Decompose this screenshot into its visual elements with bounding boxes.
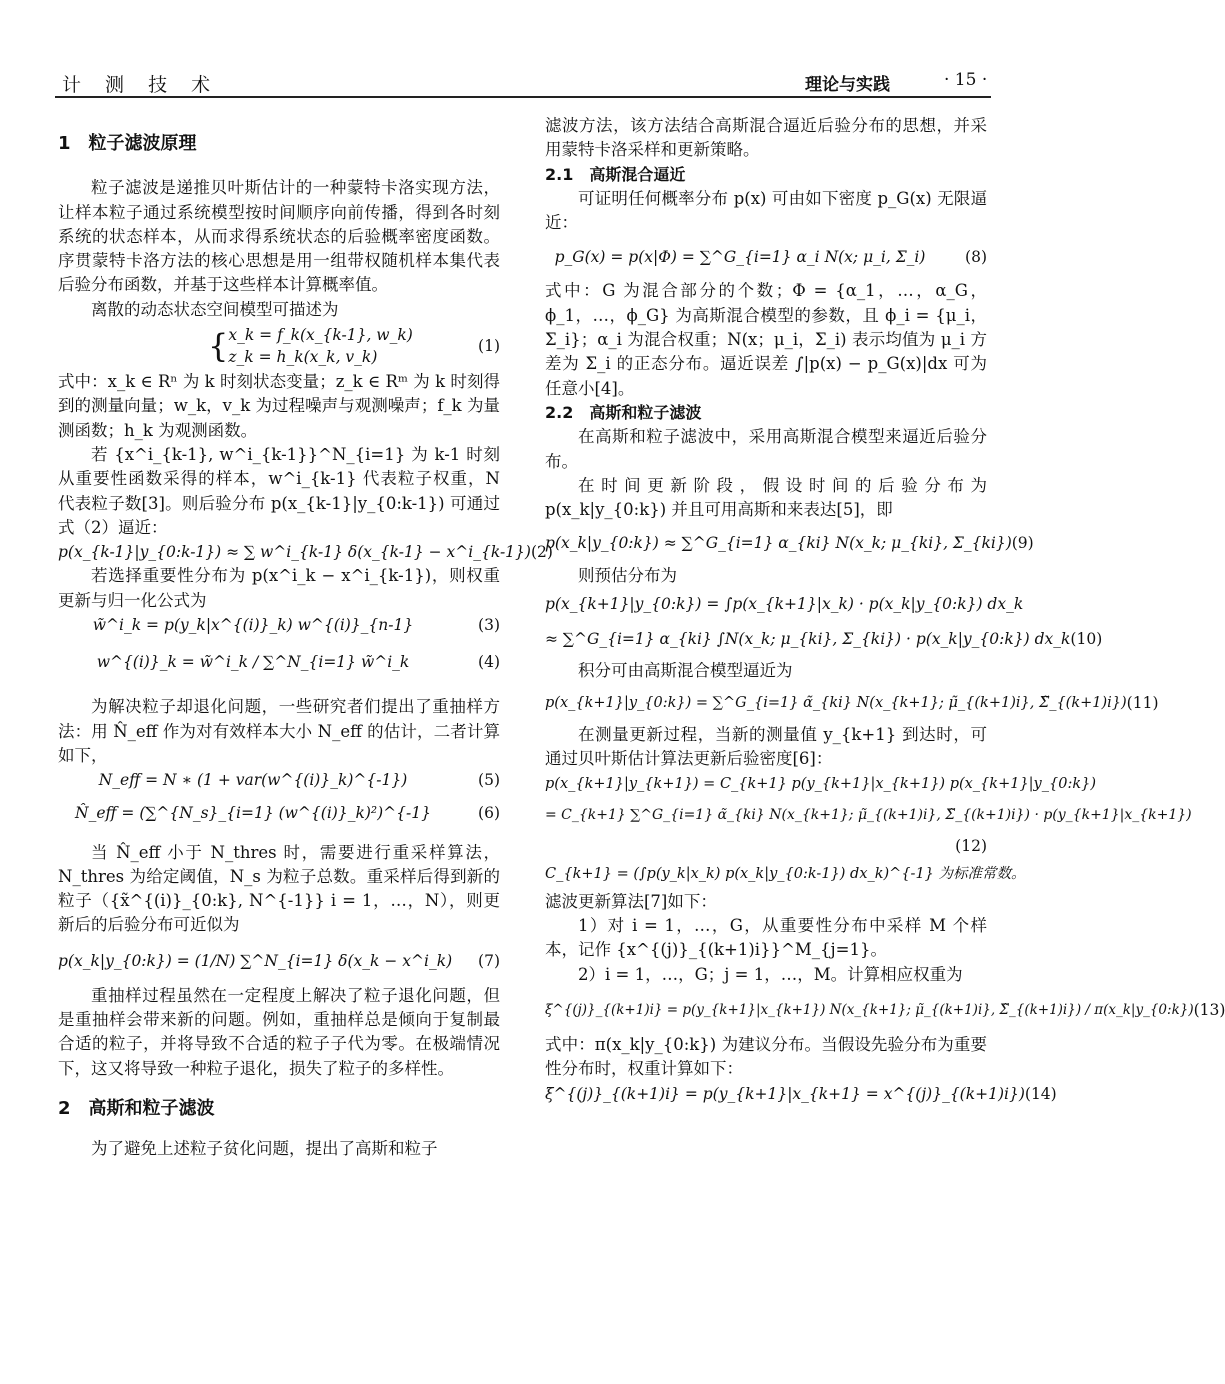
section-name: 理论与实践 <box>805 75 890 95</box>
heading-2-2: 2.2 高斯和粒子滤波 <box>545 402 702 422</box>
equation-3: w̃^i_k = p(y_k|x^{(i)}_k) w^{(i)}_{n-1} (3) <box>58 613 500 637</box>
journal-name: 计 测 技 术 <box>62 74 220 96</box>
equation-11: p(x_{k+1}|y_{0:k}) = ∑^G_{i=1} α̃_{ki} N(x_{k+1}; μ̃_{(k+1)i}, Σ̃_{(k+1)i}) (11) <box>545 683 987 723</box>
paragraph: 可证明任何概率分布 p(x) 可由如下密度 p_G(x) 无限逼近： <box>545 188 987 233</box>
left-column <box>58 114 553 1162</box>
equation-1: {x_k = f_k(x_{k-1}, w_k) z_k = h_k(x_k, v_k) (1) <box>208 326 500 367</box>
paragraph: 式中：x_k ∈ Rⁿ 为 k 时刻状态变量；z_k ∈ Rᵐ 为 k 时刻得到的测量向量；w_k，v_k 为过程噪声与观测噪声；f_k 为量测函数；h_k 为观测函数。 <box>58 372 500 440</box>
equation-1-line-2: z_k = h_k(x_k, v_k) <box>228 348 378 367</box>
paragraph: 若选择重要性分布为 p(x^i_k − x^i_{k-1})，则权重更新与归一化公式为 <box>58 566 500 610</box>
equation-number: (1) <box>478 336 500 355</box>
heading-2-1: 2.1 高斯混合逼近 <box>545 164 686 184</box>
paragraph: 在高斯和粒子滤波中，采用高斯混合模型来逼近后验分布。 <box>545 427 987 471</box>
equation-10-line-1: p(x_{k+1}|y_{0:k}) = ∫p(x_{k+1}|x_k) · p(x_k|y_{0:k}) dx_k <box>545 594 1024 613</box>
paragraph: 1）对 i = 1，…，G，从重要性分布中采样 M 个样本，记作 {x^{(j)}_{(k+1)i}}^M_{j=1}。 <box>545 915 987 960</box>
equation-5: N_eff = N ∗ (1 + var(w^{(i)}_k)^{-1}) (5) <box>58 768 500 792</box>
paragraph: 离散的动态状态空间模型可描述为 <box>91 299 339 319</box>
equation-8: p_G(x) = p(x|Φ) = ∑^G_{i=1} α_i N(x; μ_i, Σ_i) (8) <box>545 235 987 279</box>
paragraph: 式中：G 为混合部分的个数；Φ = {α_1，…，α_G，ϕ_1，…，ϕ_G} 为高斯混合模型的参数，且 ϕ_i = {μ_i，Σ_i}；α_i 为混合权重；N(x；μ_i，Σ_i) 表示均值为 μ_i 方差为 Σ_i 的正态分布。逼近误差 ∫|p(x) − p_G(x)|dx 可为任意小[4]。 <box>545 281 987 398</box>
equation-number: (12) <box>955 836 987 855</box>
paragraph: 滤波更新算法[7]如下： <box>545 891 717 911</box>
heading-1: 1 粒子滤波原理 <box>58 133 197 154</box>
paragraph: 粒子滤波是递推贝叶斯估计的一种蒙特卡洛实现方法，让样本粒子通过系统模型按时间顺序向前传播，得到各时刻系统的状态样本，从而求得系统状态的后验概率密度函数。序贯蒙特卡洛方法的核心思想是用一组带权随机样本集代表后验分布函数，并基于这些样本计算概率值。 <box>58 178 500 295</box>
equation-4: w^{(i)}_k = w̃^i_k / ∑^N_{i=1} w̃^i_k (4) <box>58 637 500 687</box>
equation-number: (5) <box>478 771 500 790</box>
paragraph: 滤波方法，该方法结合高斯混合逼近后验分布的思想，并采用蒙特卡洛采样和更新策略。 <box>545 116 987 160</box>
equation-number: (9) <box>1011 534 1034 553</box>
equation-number: (13) <box>1193 1000 1225 1019</box>
equation-number: (8) <box>965 248 987 267</box>
equation-13: ξ^{(j)}_{(k+1)i} = p(y_{k+1}|x_{k+1}) N(x_{k+1}; μ̃_{(k+1)i}, Σ̃_{(k+1)i}) / π(x_k|y_{0:k}) (13) <box>545 987 987 1033</box>
paragraph: 在时间更新阶段，假设时间的后验分布为 p(x_k|y_{0:k}) 并且可用高斯和来表达[5]，即 <box>545 475 987 520</box>
equation-12-line-1: p(x_{k+1}|y_{k+1}) = C_{k+1} p(y_{k+1}|x_{k+1}) p(x_{k+1}|y_{0:k}) <box>545 776 1096 793</box>
heading-2: 2 高斯和粒子滤波 <box>58 1097 215 1119</box>
paragraph: 若 {x^i_{k-1}, w^i_{k-1}}^N_{i=1} 为 k-1 时刻从重要性函数采得的样本，w^i_{k-1} 代表粒子权重，N 代表粒子数[3]。则后验分布 p(x_{k-1}|y_{0:k-1}) 可通过式（2）逼近： <box>58 444 500 537</box>
paragraph: 式中：π(x_k|y_{0:k}) 为建议分布。当假设先验分布为重要性分布时，权重计算如下： <box>545 1034 987 1079</box>
page-number: · 15 · <box>944 70 988 90</box>
paragraph: 则预估分布为 <box>578 566 677 586</box>
equation-number: (6) <box>478 804 500 823</box>
equation-12-line-2: = C_{k+1} ∑^G_{i=1} α̃_{ki} N(x_{k+1}; μ̃_{(k+1)i}, Σ̃_{(k+1)i}) · p(y_{k+1}|x_{k+1}) <box>545 807 1192 824</box>
right-column <box>545 114 1225 1107</box>
equation-12-constant: C_{k+1} = (∫p(y_k|x_k) p(x_k|y_{0:k-1}) dx_k)^{-1} 为标准常数。 <box>545 866 1026 883</box>
equation-14: ξ^{(j)}_{(k+1)i} = p(y_{k+1}|x_{k+1} = x^{(j)}_{(k+1)i}) (14) <box>545 1081 987 1107</box>
equation-6: N̂_eff = (∑^{N_s}_{i=1} (w^{(i)}_k)²)^{-1} (6) <box>58 793 500 835</box>
equation-7: p(x_k|y_{0:k}) = (1/N) ∑^N_{i=1} δ(x_k − x^i_k) (7) <box>58 938 500 984</box>
equation-2: p(x_{k-1}|y_{0:k-1}) ≈ ∑ w^i_{k-1} δ(x_{k-1} − x^i_{k-1}) (2) <box>58 540 500 564</box>
equation-number: (2) <box>530 543 553 562</box>
paragraph: 积分可由高斯混合模型逼近为 <box>578 660 793 680</box>
equation-10-line-2: ≈ ∑^G_{i=1} α_{ki} ∫N(x_k; μ_{ki}, Σ_{ki}) · p(x_k|y_{0:k}) dx_k (10) <box>545 619 987 659</box>
equation-number: (10) <box>1070 629 1103 648</box>
paragraph: 为解决粒子却退化问题，一些研究者们提出了重抽样方法：用 N̂_eff 作为对有效样本大小 N_eff 的估计，二者计算如下， <box>58 697 500 765</box>
equation-number: (14) <box>1024 1085 1057 1104</box>
paragraph: 重抽样过程虽然在一定程度上解决了粒子退化问题，但是重抽样会带来新的问题。例如，重抽样总是倾向于复制最合适的粒子，并将导致不合适的粒子子代为零。在极端情况下，这又将导致一种粒子退化，损失了粒子的多样性。 <box>58 985 500 1078</box>
paragraph: 2）i = 1，…，G；j = 1，…，M。计算相应权重为 <box>578 964 963 984</box>
paragraph: 在测量更新过程，当新的测量值 y_{k+1} 到达时，可通过贝叶斯估计算法更新后验密度[6]： <box>545 725 987 769</box>
paragraph: 当 N̂_eff 小于 N_thres 时，需要进行重采样算法，N_thres 为给定阈值，N_s 为粒子总数。重采样后得到新的粒子（{x̃^{(i)}_{0:k}, N^{-1}} i = 1，…，N），则更新后的后验分布可近似为 <box>58 842 500 935</box>
equation-number: (4) <box>478 653 500 672</box>
equation-number: (11) <box>1126 693 1159 712</box>
equation-1-line-1: x_k = f_k(x_{k-1}, w_k) <box>228 326 413 345</box>
paragraph: 为了避免上述粒子贫化问题，提出了高斯和粒子 <box>91 1139 438 1159</box>
equation-number: (3) <box>478 616 500 635</box>
header-rule <box>55 96 991 98</box>
equation-number: (7) <box>478 951 500 970</box>
equation-9: p(x_k|y_{0:k}) ≈ ∑^G_{i=1} α_{ki} N(x_k; μ_{ki}, Σ_{ki}) (9) <box>545 522 987 564</box>
